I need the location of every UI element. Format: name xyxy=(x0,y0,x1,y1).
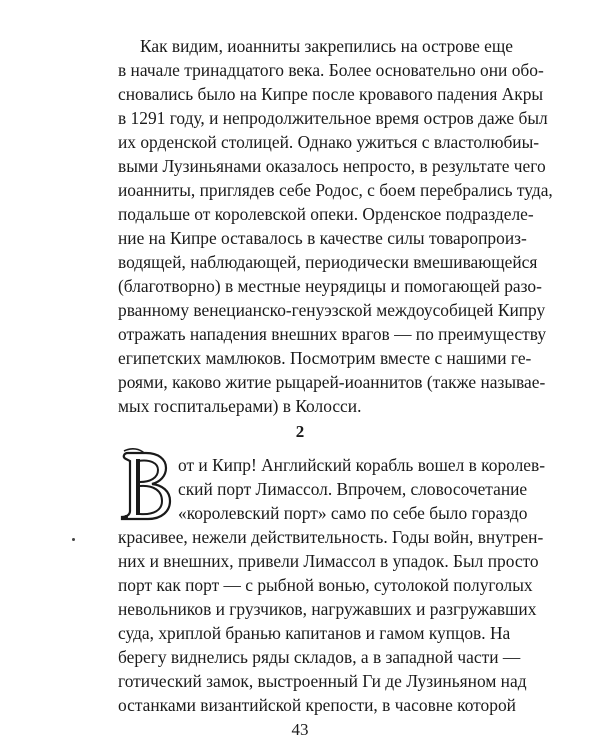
text-line: красивее, нежели действительность. Годы войн, внутрен- xyxy=(118,527,544,547)
text-line: их орденской столицей. Однако ужиться с властолюбиы- xyxy=(118,132,540,152)
text-line: (благотворно) в местные неурядицы и помогающей разо- xyxy=(118,276,542,296)
section-number: 2 xyxy=(295,422,305,441)
text-line: Как видим, иоанниты закрепились на острове еще xyxy=(140,36,514,56)
margin-mark xyxy=(72,538,75,541)
text-line: отражать нападения внешних врагов — по преимуществу xyxy=(118,324,547,344)
text-line: иоанниты, приглядев себе Родос, с боем перебрались туда, xyxy=(118,180,553,200)
text-line: египетских мамлюков. Посмотрим вместе с нашими ге- xyxy=(118,348,532,368)
text-line: них и внешних, привели Лимассол в упадок. Был просто xyxy=(118,551,539,571)
text-line: водящей, наблюдающей, периодически вмешивающейся xyxy=(118,252,538,272)
text-line: берегу виднелись ряды складов, а в западной части — xyxy=(118,647,521,667)
text-line: суда, хриплой бранью капитанов и гамом купцов. На xyxy=(118,623,511,643)
text-line: останками византийской крепости, в часовне которой xyxy=(118,695,516,715)
text-line: ский порт Лимассол. Впрочем, словосочетание xyxy=(178,479,528,499)
text-line: роями, каково житие рыцарей-иоаннитов (также называе- xyxy=(118,372,546,392)
page-number: 43 xyxy=(291,720,309,739)
text-line: сновались было на Кипре после кровавого падения Акры xyxy=(118,84,544,104)
dropcap-letter xyxy=(118,447,174,523)
svg-text:В: В xyxy=(118,447,119,448)
text-line: невольников и грузчиков, нагружавших и разгружавших xyxy=(118,599,537,619)
text-line: ние на Кипре оставалось в качестве силы товаропроиз- xyxy=(118,228,527,248)
text-line: выми Лузиньянами оказалось непросто, в результате чего xyxy=(118,156,546,176)
text-line: мых госпитальерами) в Колосси. xyxy=(118,396,362,416)
text-line: от и Кипр! Английский корабль вошел в королев- xyxy=(178,455,546,475)
text-line: подальше от королевской опеки. Орденское подразделе- xyxy=(118,204,534,224)
text-line: в начале тринадцатого века. Более основательно они обо- xyxy=(118,60,544,80)
text-line: «королевский порт» само по себе было гораздо xyxy=(178,503,528,523)
text-line: порт как порт — с рыбной вонью, сутолокой полуголых xyxy=(118,575,533,595)
text-line: в 1291 году, и непродолжительное время остров даже был xyxy=(118,108,548,128)
text-line: рванному венецианско-генуэзской междоусобицей Кипру xyxy=(118,300,546,320)
text-line: готический замок, выстроенный Ги де Лузиньяном над xyxy=(118,671,527,691)
